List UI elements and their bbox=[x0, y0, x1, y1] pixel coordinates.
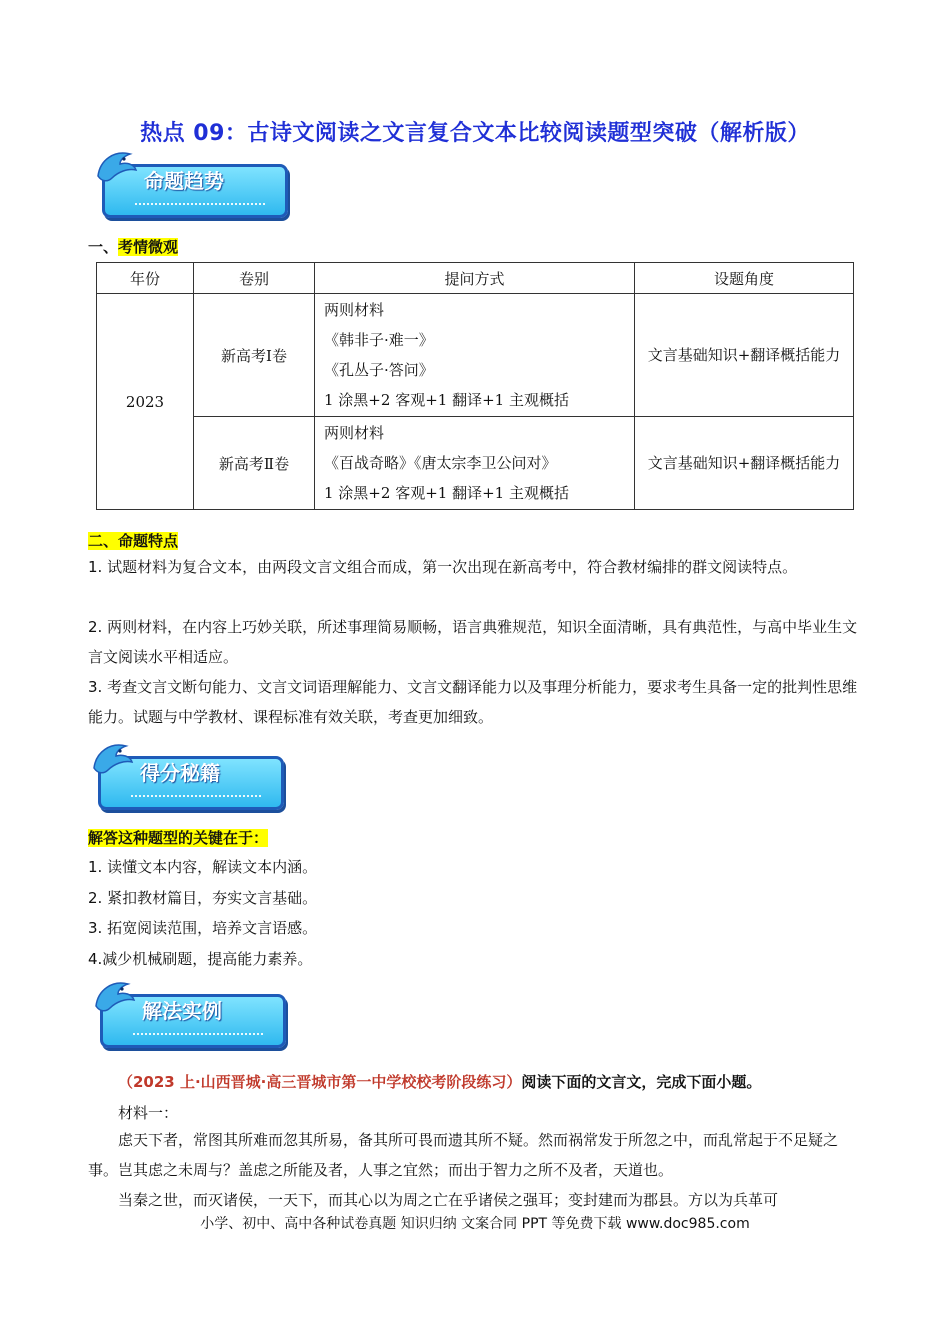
classical-paragraph bbox=[88, 1185, 864, 1215]
feature-paragraph: 1. 试题材料为复合文本，由两段文言文组合而成，第一次出现在新高考中，符合教材编排的群文阅读特点。 bbox=[88, 558, 798, 576]
table-header-row bbox=[97, 263, 854, 294]
key-item: 4.减少机械刷题，提高能力素养。 bbox=[88, 950, 313, 968]
dolphin-icon bbox=[90, 738, 136, 778]
section-badge-example bbox=[98, 980, 288, 1046]
section-label: 二、命题特点 bbox=[88, 532, 179, 550]
angle-cell: 文言基础知识+翻译概括能力 bbox=[635, 417, 854, 510]
paper-cell: 新高考Ⅱ卷 bbox=[194, 417, 315, 510]
section-heading-overview bbox=[88, 236, 178, 257]
year-cell: 2023 bbox=[97, 294, 194, 510]
badge-label: 得分秘籍 bbox=[140, 761, 220, 785]
angle-cell: 文言基础知识+翻译概括能力 bbox=[635, 294, 854, 417]
classical-text: 当秦之世，而灭诸侯，一天下，而其心以为周之亡在乎诸侯之强耳；变封建而为郡县。方以为兵革可 bbox=[118, 1191, 779, 1209]
badge-label: 解法实例 bbox=[142, 999, 222, 1023]
section-badge-trend bbox=[100, 150, 290, 216]
format-line: 两则材料 bbox=[324, 424, 385, 442]
format-line: 两则材料 bbox=[324, 301, 385, 319]
feature-paragraph: 3. 考查文言文断句能力、文言文词语理解能力、文言文翻译能力以及事理分析能力，要求考生具备一定的批判性思维能力。试题与中学教材、课程标准有效关联，考查更加细致。 bbox=[88, 678, 858, 726]
wave-decoration bbox=[131, 795, 261, 803]
format-line: 《孔丛子·答问》 bbox=[324, 361, 434, 379]
format-line: 《韩非子·难一》 bbox=[324, 331, 434, 349]
material-label: 材料一： bbox=[118, 1104, 179, 1122]
table-header: 卷别 bbox=[194, 263, 315, 294]
dolphin-icon bbox=[94, 146, 140, 186]
format-line: 1 涂黑+2 客观+1 翻译+1 主观概括 bbox=[324, 391, 569, 409]
format-line: 《百战奇略》《唐太宗李卫公问对》 bbox=[324, 454, 557, 472]
table-row bbox=[97, 294, 854, 417]
section-prefix: 一、 bbox=[88, 238, 119, 256]
feature-paragraph: 2. 两则材料，在内容上巧妙关联，所述事理简易顺畅，语言典雅规范，知识全面清晰，具有典范性，与高中毕业生文言文阅读水平相适应。 bbox=[88, 618, 858, 666]
example-instruction: 阅读下面的文言文，完成下面小题。 bbox=[521, 1073, 762, 1091]
badge-label: 命题趋势 bbox=[144, 169, 224, 193]
wave-decoration bbox=[133, 1033, 263, 1041]
paper-cell: 新高考Ⅰ卷 bbox=[194, 294, 315, 417]
example-heading bbox=[118, 1071, 761, 1092]
classical-paragraph bbox=[88, 1125, 864, 1185]
example-source: （2023 上·山西晋城·高三晋城市第一中学校校考阶段练习） bbox=[118, 1073, 522, 1091]
key-item: 2. 紧扣教材篇目，夯实文言基础。 bbox=[88, 889, 318, 907]
format-line: 1 涂黑+2 客观+1 翻译+1 主观概括 bbox=[324, 484, 569, 502]
question-format-cell bbox=[315, 417, 635, 510]
table-row bbox=[97, 417, 854, 510]
table-header: 提问方式 bbox=[315, 263, 635, 294]
key-heading bbox=[88, 827, 268, 848]
table-header: 年份 bbox=[97, 263, 194, 294]
section-badge-tips bbox=[96, 742, 286, 808]
classical-text: 虑天下者，常图其所难而忽其所易，备其所可畏而遗其所不疑。然而祸常发于所忽之中，而乱常起于不足疑之事。岂其虑之未周与？盖虑之所能及者，人事之宜然；而出于智力之所不及者，天道也。 bbox=[88, 1131, 839, 1179]
page-footer: 小学、初中、高中各种试卷真题 知识归纳 文案合同 PPT 等免费下载 www.doc985.com bbox=[200, 1216, 750, 1232]
dolphin-icon bbox=[92, 976, 138, 1016]
table-header: 设题角度 bbox=[635, 263, 854, 294]
page-title: 热点 09：古诗文阅读之文言复合文本比较阅读题型突破（解析版） bbox=[140, 121, 810, 146]
key-item: 1. 读懂文本内容，解读文本内涵。 bbox=[88, 858, 318, 876]
question-format-cell bbox=[315, 294, 635, 417]
exam-table bbox=[96, 262, 854, 510]
section-label: 考情微观 bbox=[118, 238, 179, 256]
wave-decoration bbox=[135, 203, 265, 211]
section-heading-features bbox=[88, 530, 178, 551]
key-item: 3. 拓宽阅读范围，培养文言语感。 bbox=[88, 919, 318, 937]
key-heading-label: 解答这种题型的关键在于： bbox=[88, 829, 269, 847]
